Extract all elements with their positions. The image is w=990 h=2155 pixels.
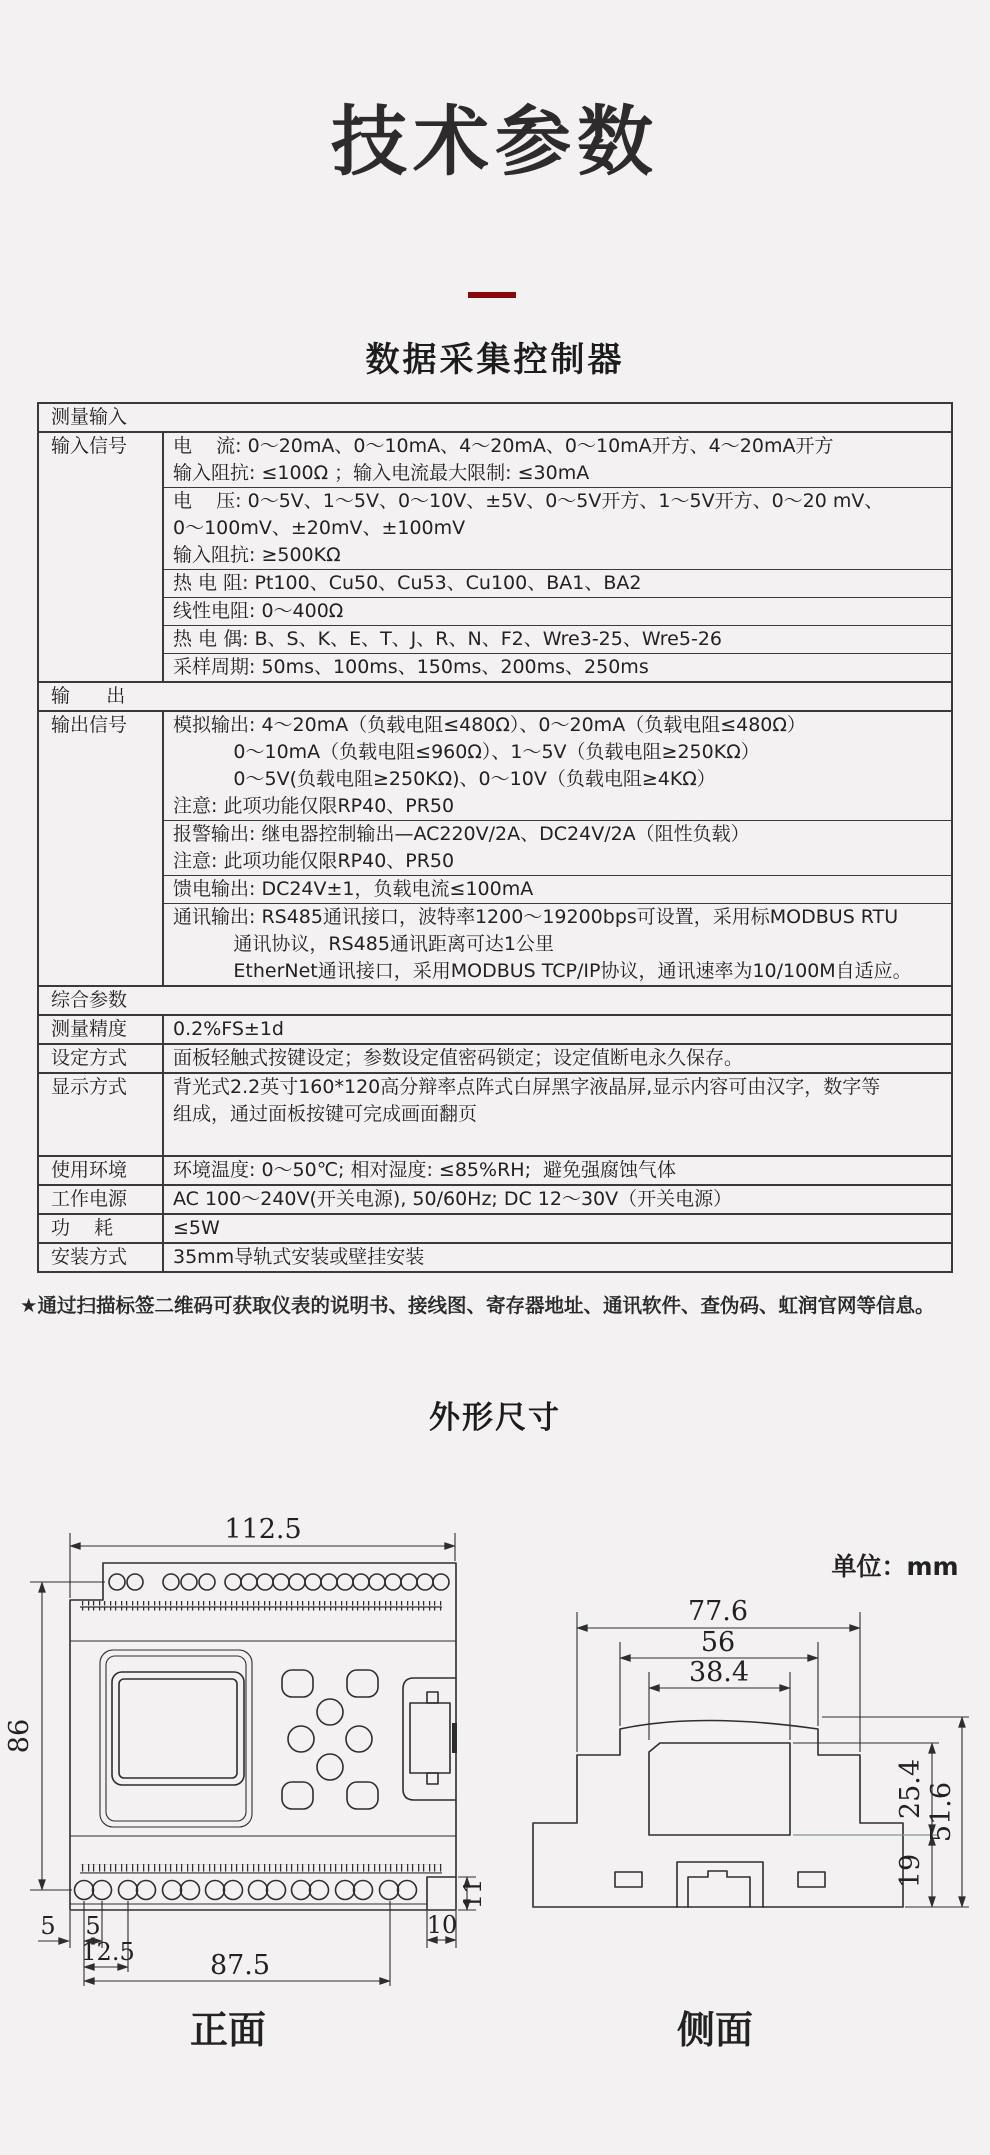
spec-cell bbox=[164, 1045, 951, 1072]
param-label: 安装方式 bbox=[39, 1244, 164, 1271]
param-label: 测量精度 bbox=[39, 1016, 164, 1043]
section-label: 综合参数 bbox=[51, 989, 128, 1011]
spec-line: AC 100～240V(开关电源), 50/60Hz; DC 12～30V（开关电源） bbox=[173, 1188, 733, 1210]
table-section-row bbox=[39, 681, 951, 710]
spec-line: 0～10mA（负载电阻≤960Ω）、1～5V（负载电阻≥250KΩ） bbox=[173, 741, 760, 763]
accent-dash bbox=[468, 292, 516, 298]
param-label: 设定方式 bbox=[39, 1045, 164, 1072]
side-view-drawing bbox=[533, 1552, 969, 2052]
spec-line: 背光式2.2英寸160*120高分辩率点阵式白屏黑字液晶屏,显示内容可由汉字，数字等 bbox=[173, 1076, 881, 1098]
spec-line: 0～100mV、±20mV、±100mV bbox=[173, 517, 466, 539]
dim-label-front-width: 112.5 bbox=[224, 1514, 302, 1545]
front-keypad bbox=[282, 1670, 378, 1809]
spec-line: 采样周期: 50ms、100ms、150ms、200ms、250ms bbox=[173, 656, 649, 678]
spec-line: 输入阻抗: ≥500KΩ bbox=[173, 544, 341, 566]
table-param-row bbox=[39, 1014, 951, 1043]
table-param-row bbox=[39, 1043, 951, 1072]
spec-cell bbox=[164, 597, 951, 625]
front-panel-channel-inner bbox=[106, 1656, 246, 1821]
side-foot-right bbox=[798, 1872, 825, 1887]
front-bottom-vent-zigzag bbox=[80, 1864, 442, 1874]
section-label: 输 出 bbox=[51, 685, 126, 707]
keypad-button-up bbox=[317, 1699, 343, 1725]
keypad-button-top-left bbox=[282, 1670, 313, 1697]
dim-label-span: 87.5 bbox=[209, 1950, 271, 1981]
param-cells bbox=[164, 433, 951, 681]
keypad-button-down bbox=[317, 1754, 343, 1780]
spec-cell bbox=[164, 433, 951, 487]
param-label: 工作电源 bbox=[39, 1186, 164, 1213]
table-param-row bbox=[39, 1242, 951, 1271]
lcd-screen-bezel bbox=[112, 1672, 244, 1785]
table-param-row bbox=[39, 1184, 951, 1213]
qr-note: ★通过扫描标签二维码可获取仪表的说明书、接线图、寄存器地址、通讯软件、查伪码、虹润官网等信息。 bbox=[20, 1294, 935, 1317]
spec-cell bbox=[164, 1074, 951, 1155]
dim-label-pitch-c: 12.5 bbox=[81, 1938, 135, 1966]
dim-label-upper-depth: 25.4 bbox=[895, 1758, 926, 1820]
spec-line: 35mm导轨式安装或壁挂安装 bbox=[173, 1246, 425, 1268]
dim-label-inner-width: 38.4 bbox=[688, 1657, 750, 1688]
param-cells bbox=[164, 1186, 951, 1213]
keypad-button-bottom-left bbox=[282, 1782, 313, 1809]
dim-label-step-h: 11 bbox=[459, 1878, 487, 1910]
din-rail-slot bbox=[688, 1871, 750, 1907]
param-cells bbox=[164, 1074, 951, 1155]
dim-label-step-w: 10 bbox=[426, 1911, 458, 1939]
front-body-outline bbox=[70, 1563, 456, 1910]
param-label: 使用环境 bbox=[39, 1157, 164, 1184]
front-view-label: 正面 bbox=[189, 2008, 267, 2052]
spec-cell bbox=[164, 625, 951, 653]
table-param-row bbox=[39, 1213, 951, 1242]
spec-cell bbox=[164, 903, 951, 985]
param-cells bbox=[164, 1244, 951, 1271]
keypad-button-left bbox=[288, 1726, 314, 1752]
spec-line: ≤5W bbox=[173, 1217, 220, 1239]
spec-line: 0.2%FS±1d bbox=[173, 1018, 284, 1040]
section-label: 测量输入 bbox=[51, 406, 128, 428]
dim-front-bottom bbox=[38, 1877, 487, 1986]
keypad-button-right bbox=[346, 1726, 372, 1752]
spec-line: 面板轻触式按键设定；参数设定值密码锁定；设定值断电永久保存。 bbox=[173, 1047, 744, 1069]
side-profile-outline bbox=[533, 1721, 903, 1908]
front-panel-lines bbox=[70, 1641, 456, 1836]
product-subtitle: 数据采集控制器 bbox=[365, 340, 625, 380]
dim-front-height bbox=[4, 1582, 105, 1890]
table-param-row bbox=[39, 1072, 951, 1155]
keypad-button-top-right bbox=[347, 1670, 378, 1697]
param-label: 功 耗 bbox=[39, 1215, 164, 1242]
param-cells bbox=[164, 712, 951, 985]
spec-cell bbox=[164, 1215, 951, 1242]
spec-line: 报警输出: 继电器控制输出—AC220V/2A、DC24V/2A（阻性负载） bbox=[173, 823, 750, 845]
spec-line: 注意: 此项功能仅限RP40、PR50 bbox=[173, 795, 455, 817]
spec-line: 0～5V(负载电阻≥250KΩ)、0～10V（负载电阻≥4KΩ） bbox=[173, 768, 716, 790]
side-view-label: 侧面 bbox=[676, 2008, 754, 2052]
param-cells bbox=[164, 1016, 951, 1043]
spec-cell bbox=[164, 569, 951, 597]
dim-label-rail-depth: 19 bbox=[895, 1853, 926, 1889]
page-title: 技术参数 bbox=[331, 97, 659, 186]
param-cells bbox=[164, 1045, 951, 1072]
spec-line bbox=[173, 1128, 951, 1155]
spec-line: 热 电 阻: Pt100、Cu50、Cu53、Cu100、BA1、BA2 bbox=[173, 572, 642, 594]
spec-line: 线性电阻: 0～400Ω bbox=[173, 600, 344, 622]
spec-cell bbox=[164, 1157, 951, 1184]
spec-cell bbox=[164, 712, 951, 820]
spec-table bbox=[37, 402, 953, 1273]
spec-cell bbox=[164, 653, 951, 681]
spec-line: 电 压: 0～5V、1～5V、0～10V、±5V、0～5V开方、1～5V开方、0～20 mV、 bbox=[173, 490, 884, 512]
spec-line: 热 电 偶: B、S、K、E、T、J、R、N、F2、Wre3-25、Wre5-26 bbox=[173, 628, 722, 650]
spec-cell bbox=[164, 1186, 951, 1213]
spec-line: 通讯输出: RS485通讯接口，波特率1200～19200bps可设置，采用标MODBUS RTU bbox=[173, 906, 899, 928]
front-panel-channel-outer bbox=[100, 1650, 252, 1827]
connector-notch bbox=[452, 1723, 457, 1753]
dimension-drawings bbox=[0, 1500, 990, 2080]
dimensions-section-title: 外形尺寸 bbox=[429, 1400, 561, 1436]
spec-line: 组成，通过面板按键可完成画面翻页 bbox=[173, 1103, 478, 1125]
spec-cell bbox=[164, 820, 951, 875]
dim-label-pitch-b: 5 bbox=[85, 1912, 101, 1940]
table-section-row bbox=[39, 404, 951, 431]
dim-label-front-height: 86 bbox=[4, 1718, 35, 1754]
param-cells bbox=[164, 1215, 951, 1242]
spec-cell bbox=[164, 487, 951, 569]
side-inner-block bbox=[649, 1743, 790, 1835]
spec-line: 输入阻抗: ≤100Ω ；输入电流最大限制: ≤30mA bbox=[173, 462, 590, 484]
dim-label-total-depth: 51.6 bbox=[926, 1781, 957, 1843]
side-foot-left bbox=[615, 1872, 642, 1887]
param-label: 显示方式 bbox=[39, 1074, 164, 1155]
dim-label-overall-width: 77.6 bbox=[687, 1596, 749, 1627]
front-side-connector bbox=[403, 1678, 457, 1800]
spec-line: 电 流: 0～20mA、0～10mA、4～20mA、0～10mA开方、4～20mA开方 bbox=[173, 435, 834, 457]
dim-label-pitch-a: 5 bbox=[40, 1912, 56, 1940]
spec-line: 馈电输出: DC24V±1，负载电流≤100mA bbox=[173, 878, 534, 900]
spec-line: 注意: 此项功能仅限RP40、PR50 bbox=[173, 850, 455, 872]
spec-cell bbox=[164, 1244, 951, 1271]
unit-label: 单位：mm bbox=[831, 1552, 959, 1581]
front-corner-step bbox=[427, 1877, 456, 1910]
front-top-terminals bbox=[109, 1574, 449, 1590]
table-section-row bbox=[39, 985, 951, 1014]
spec-cell bbox=[164, 875, 951, 903]
spec-line: 通讯协议，RS485通讯距离可达1公里 bbox=[173, 933, 555, 955]
param-label: 输入信号 bbox=[39, 433, 164, 681]
dim-label-mid-width: 56 bbox=[700, 1627, 736, 1658]
table-param-row bbox=[39, 710, 951, 985]
spec-line: 模拟输出: 4～20mA（负载电阻≤480Ω）、0～20mA（负载电阻≤480Ω） bbox=[173, 714, 806, 736]
front-bottom-terminals bbox=[75, 1881, 417, 1900]
front-top-vent-zigzag bbox=[80, 1601, 442, 1611]
dim-side-depths bbox=[793, 1717, 969, 1907]
front-view-drawing bbox=[4, 1514, 487, 2052]
keypad-button-bottom-right bbox=[347, 1782, 378, 1809]
lcd-screen bbox=[119, 1679, 237, 1778]
param-cells bbox=[164, 1157, 951, 1184]
table-param-row bbox=[39, 1155, 951, 1184]
table-param-row bbox=[39, 431, 951, 681]
param-label: 输出信号 bbox=[39, 712, 164, 985]
spec-line: EtherNet通讯接口，采用MODBUS TCP/IP协议，通讯速率为10/100M自适应。 bbox=[173, 960, 912, 982]
spec-cell bbox=[164, 1016, 951, 1043]
spec-line: 环境温度: 0～50℃; 相对湿度: ≤85%RH; 避免强腐蚀气体 bbox=[173, 1159, 677, 1181]
